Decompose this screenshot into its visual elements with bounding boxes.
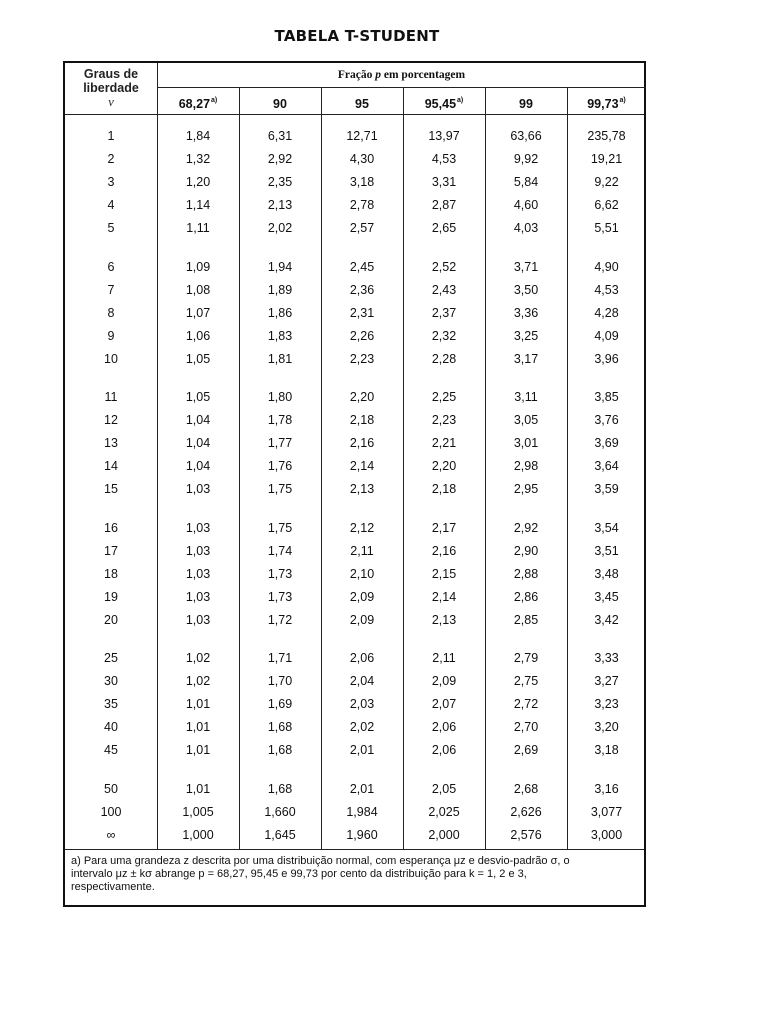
value-cell: 2,14 (431, 589, 457, 604)
value-cell: 1,68 (267, 781, 293, 796)
value-cell: 2,92 (513, 520, 539, 535)
value-cell: 2,57 (349, 221, 375, 236)
value-cell: 3,11 (514, 390, 538, 404)
value-cell: 1,645 (264, 827, 296, 842)
column-header-footnote-mark: a) (211, 97, 218, 104)
degrees-cell: 1 (107, 129, 115, 143)
value-cell: 3,000 (590, 827, 623, 842)
degrees-cell: 5 (107, 221, 115, 236)
value-cell: 4,09 (594, 328, 619, 343)
value-cell: 2,20 (431, 459, 457, 474)
degrees-cell: 2 (107, 152, 115, 167)
value-cell: 1,984 (346, 804, 378, 819)
value-cell: 1,960 (346, 827, 378, 842)
column-header (157, 97, 239, 111)
percentage-header-prefix: Fração (337, 69, 376, 81)
value-cell: 1,32 (185, 152, 211, 167)
value-cell: 2,26 (349, 328, 375, 343)
value-cell: 3,71 (513, 259, 539, 274)
value-cell: 3,69 (594, 436, 619, 451)
value-cell: 2,11 (350, 543, 374, 558)
value-cell: 2,13 (431, 612, 457, 627)
value-cell: 1,71 (267, 651, 293, 665)
degrees-cell: 12 (104, 413, 118, 428)
value-cell: 3,18 (349, 175, 375, 190)
value-cell: 1,05 (185, 351, 211, 366)
value-cell: 1,83 (267, 328, 293, 343)
value-cell: 2,18 (431, 482, 457, 497)
degrees-cell: 25 (104, 651, 118, 665)
value-cell: 1,20 (185, 175, 211, 190)
value-cell: 2,02 (349, 720, 375, 735)
value-cell: 2,98 (513, 459, 539, 474)
value-cell: 1,68 (267, 720, 293, 735)
column-header-label: 99,73 (587, 97, 619, 111)
value-cell: 2,72 (513, 697, 539, 712)
value-cell: 2,20 (349, 390, 375, 404)
value-cell: 2,06 (349, 651, 375, 665)
value-cell: 3,48 (594, 566, 619, 581)
value-cell: 3,23 (594, 697, 619, 712)
degrees-cell: 8 (107, 305, 115, 320)
value-cell: 1,660 (264, 804, 296, 819)
value-cell: 2,88 (513, 566, 539, 581)
value-cell: 1,75 (267, 520, 293, 535)
value-cell: 2,09 (349, 589, 375, 604)
value-cell: 1,03 (185, 566, 211, 581)
value-cell: 5,51 (594, 221, 619, 236)
value-cell: 2,95 (513, 482, 539, 497)
value-cell: 3,077 (590, 804, 623, 819)
degrees-cell: 35 (104, 697, 118, 712)
value-cell: 2,09 (431, 674, 457, 689)
value-cell: 1,07 (185, 305, 211, 320)
degrees-cell: 16 (104, 520, 118, 535)
value-cell: 6,62 (594, 198, 619, 213)
value-cell: 4,53 (431, 152, 457, 167)
percentage-header-var: p (375, 69, 381, 81)
value-cell: 1,14 (185, 198, 211, 213)
footnote-line2: intervalo μz ± kσ abrange p = 68,27, 95,45 e 99,73 por cento da distribuição para k = 1, 2 e 3, (71, 868, 527, 880)
value-cell: 1,86 (267, 305, 293, 320)
degrees-cell: 40 (104, 720, 118, 735)
value-cell: 1,81 (267, 351, 293, 366)
value-cell: 2,16 (349, 436, 375, 451)
value-cell: 3,18 (594, 743, 619, 758)
column-header (485, 97, 567, 111)
degrees-cell: 11 (104, 390, 118, 404)
value-cell: 2,70 (513, 720, 539, 735)
value-cell: 4,30 (349, 152, 375, 167)
value-cell: 2,25 (431, 390, 457, 404)
value-cell: 2,576 (510, 827, 542, 842)
value-cell: 3,31 (431, 175, 457, 190)
value-cell: 1,77 (267, 436, 293, 451)
value-cell: 9,22 (594, 175, 619, 190)
column-header-label: 95,45 (424, 97, 457, 111)
value-cell: 12,71 (346, 129, 378, 143)
degrees-header-line1: Graus de (83, 67, 139, 81)
value-cell: 3,64 (594, 459, 619, 474)
value-cell: 2,025 (428, 804, 460, 819)
value-cell: 2,36 (349, 282, 375, 297)
value-cell: 1,69 (267, 697, 293, 712)
value-cell: 2,07 (431, 697, 457, 712)
degrees-cell: 45 (104, 743, 118, 758)
value-cell: 63,66 (510, 129, 542, 143)
value-cell: 2,21 (431, 436, 457, 451)
value-cell: 3,05 (513, 413, 539, 428)
value-cell: 3,85 (594, 390, 619, 404)
value-cell: 2,75 (513, 674, 539, 689)
value-cell: 1,02 (185, 651, 211, 665)
value-cell: 2,78 (349, 198, 375, 213)
value-cell: 1,01 (185, 743, 211, 758)
value-cell: 1,74 (267, 543, 293, 558)
value-cell: 4,03 (513, 221, 539, 236)
degrees-cell: 30 (104, 674, 118, 689)
value-cell: 2,69 (513, 743, 539, 758)
value-cell: 1,09 (185, 259, 211, 274)
value-cell: 2,12 (349, 520, 375, 535)
value-cell: 1,08 (185, 282, 211, 297)
column-header-footnote-mark: a) (457, 97, 464, 104)
value-cell: 2,45 (349, 259, 375, 274)
value-cell: 5,84 (513, 175, 539, 190)
value-cell: 3,27 (594, 674, 619, 689)
value-cell: 2,03 (349, 697, 375, 712)
value-cell: 1,89 (267, 282, 293, 297)
header-bottom-line (65, 114, 644, 115)
value-cell: 3,20 (594, 720, 619, 735)
value-cell: 2,14 (349, 459, 375, 474)
value-cell: 3,33 (594, 651, 619, 665)
value-cell: 1,84 (185, 129, 211, 143)
value-cell: 2,79 (513, 651, 539, 665)
value-cell: 2,90 (513, 543, 539, 558)
value-cell: 2,23 (349, 351, 375, 366)
value-cell: 9,92 (513, 152, 539, 167)
value-cell: 1,000 (182, 827, 214, 842)
value-cell: 1,005 (182, 804, 214, 819)
value-cell: 2,31 (349, 305, 375, 320)
column-header-label: 68,27 (178, 97, 211, 111)
value-cell: 2,43 (431, 282, 457, 297)
value-cell: 2,11 (432, 651, 456, 665)
value-cell: 2,68 (513, 781, 539, 796)
value-cell: 2,87 (431, 198, 457, 213)
value-cell: 1,03 (185, 589, 211, 604)
value-cell: 1,72 (267, 612, 293, 627)
value-cell: 1,11 (186, 221, 210, 236)
value-cell: 2,05 (431, 781, 457, 796)
value-cell: 1,05 (185, 390, 211, 404)
value-cell: 1,04 (185, 413, 211, 428)
footnote-line1: a) Para uma grandeza z descrita por uma distribuição normal, com esperança μz e desvio-padrão σ, o (71, 855, 570, 867)
value-cell: 2,65 (431, 221, 457, 236)
value-cell: 4,53 (594, 282, 619, 297)
column-header (403, 97, 485, 111)
value-cell: 1,80 (267, 390, 293, 404)
value-cell: 2,06 (431, 720, 457, 735)
value-cell: 1,03 (185, 520, 211, 535)
value-cell: 1,04 (185, 459, 211, 474)
value-cell: 1,03 (185, 482, 211, 497)
column-header-footnote-mark: a) (619, 97, 626, 104)
degrees-cell: ∞ (106, 827, 116, 842)
degrees-cell: 50 (104, 781, 118, 796)
degrees-cell: 3 (107, 175, 115, 190)
value-cell: 2,000 (428, 827, 460, 842)
value-cell: 2,18 (349, 413, 375, 428)
degrees-cell: 14 (104, 459, 118, 474)
degrees-cell: 6 (107, 259, 115, 274)
column-header (321, 97, 403, 111)
value-cell: 3,25 (513, 328, 539, 343)
value-cell: 13,97 (428, 129, 460, 143)
value-cell: 1,76 (267, 459, 293, 474)
degrees-cell: 100 (100, 804, 122, 819)
value-cell: 2,23 (431, 413, 457, 428)
value-cell: 2,16 (431, 543, 457, 558)
degrees-cell: 13 (104, 436, 118, 451)
value-cell: 2,86 (513, 589, 539, 604)
footnote-divider (65, 849, 644, 850)
value-cell: 2,02 (267, 221, 293, 236)
percentage-header (157, 69, 646, 81)
value-cell: 1,70 (267, 674, 293, 689)
percentage-header-suffix: em porcentagem (381, 69, 466, 81)
value-cell: 2,35 (267, 175, 293, 190)
value-cell: 19,21 (590, 152, 623, 167)
degrees-cell: 17 (104, 543, 118, 558)
degrees-cell: 10 (104, 351, 118, 366)
degrees-cell: 19 (104, 589, 118, 604)
header-divider (157, 87, 646, 88)
value-cell: 2,32 (431, 328, 457, 343)
value-cell: 1,02 (185, 674, 211, 689)
value-cell: 2,06 (431, 743, 457, 758)
value-cell: 1,04 (185, 436, 211, 451)
value-cell: 2,01 (349, 781, 375, 796)
value-cell: 3,01 (513, 436, 539, 451)
degrees-cell: 4 (107, 198, 115, 213)
value-cell: 2,13 (349, 482, 375, 497)
value-cell: 1,78 (267, 413, 293, 428)
value-cell: 2,37 (431, 305, 457, 320)
value-cell: 3,54 (594, 520, 619, 535)
degrees-header-symbol: ν (108, 95, 114, 109)
value-cell: 2,92 (267, 152, 293, 167)
value-cell: 2,01 (349, 743, 375, 758)
value-cell: 1,01 (185, 781, 211, 796)
column-header-label: 95 (355, 97, 369, 111)
degrees-of-freedom-header (65, 67, 157, 109)
degrees-header-line2: liberdade (83, 81, 139, 95)
value-cell: 2,626 (510, 804, 542, 819)
column-header (567, 97, 646, 111)
value-cell: 2,28 (431, 351, 457, 366)
value-cell: 235,78 (587, 129, 626, 143)
footnote (71, 855, 639, 894)
degrees-cell: 20 (104, 612, 118, 627)
degrees-cell: 9 (107, 328, 115, 343)
value-cell: 2,17 (431, 520, 457, 535)
value-cell: 3,96 (594, 351, 619, 366)
value-cell: 1,01 (185, 697, 211, 712)
value-cell: 4,60 (513, 198, 539, 213)
value-cell: 2,13 (267, 198, 293, 213)
degrees-cell: 15 (104, 482, 118, 497)
value-cell: 3,59 (594, 482, 619, 497)
value-cell: 3,45 (594, 589, 619, 604)
value-cell: 3,51 (594, 543, 619, 558)
value-cell: 1,03 (185, 543, 211, 558)
footnote-line3: respectivamente. (71, 881, 155, 893)
value-cell: 1,73 (267, 566, 293, 581)
t-student-table (63, 61, 646, 907)
value-cell: 3,16 (594, 781, 619, 796)
value-cell: 1,68 (267, 743, 293, 758)
value-cell: 2,04 (349, 674, 375, 689)
value-cell: 3,36 (513, 305, 539, 320)
value-cell: 3,50 (513, 282, 539, 297)
value-cell: 1,94 (267, 259, 293, 274)
degrees-cell: 7 (107, 282, 115, 297)
value-cell: 2,15 (431, 566, 457, 581)
value-cell: 3,17 (513, 351, 539, 366)
value-cell: 1,03 (185, 612, 211, 627)
value-cell: 1,01 (185, 720, 211, 735)
value-cell: 2,09 (349, 612, 375, 627)
value-cell: 4,28 (594, 305, 619, 320)
value-cell: 3,76 (594, 413, 619, 428)
value-cell: 4,90 (594, 259, 619, 274)
value-cell: 1,73 (267, 589, 293, 604)
page-title: TABELA T-STUDENT (274, 27, 440, 45)
value-cell: 6,31 (267, 129, 293, 143)
column-header (239, 97, 321, 111)
value-cell: 2,52 (431, 259, 457, 274)
value-cell: 2,10 (349, 566, 375, 581)
column-header-label: 99 (519, 97, 533, 111)
degrees-cell: 18 (104, 566, 118, 581)
value-cell: 1,06 (185, 328, 211, 343)
value-cell: 3,42 (594, 612, 619, 627)
column-header-label: 90 (273, 97, 287, 111)
value-cell: 1,75 (267, 482, 293, 497)
value-cell: 2,85 (513, 612, 539, 627)
